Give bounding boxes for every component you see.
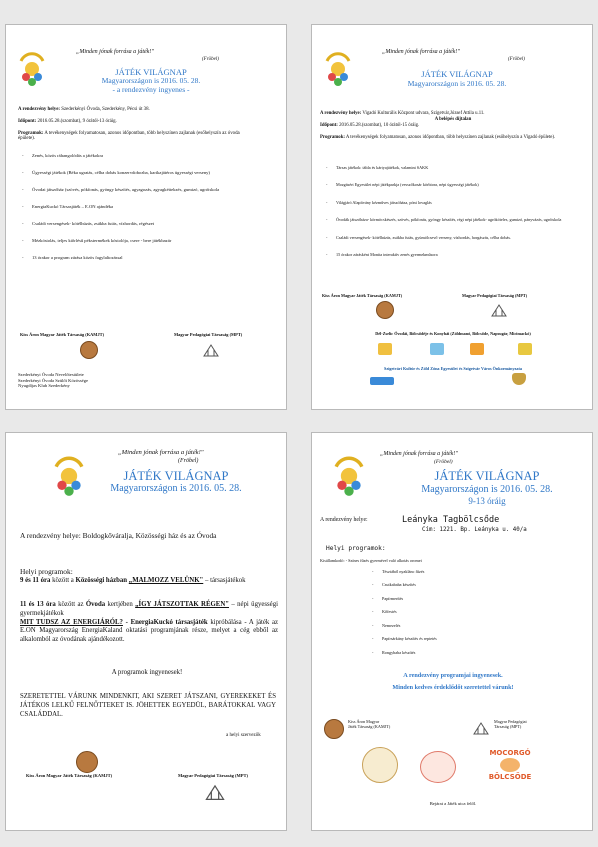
crafts-intro: Kisállamkodó: - Színes fűzés gyermével való alkotás oromei: [320, 558, 422, 563]
quote-author: (Fröbel): [178, 458, 199, 464]
crafts-list: [372, 569, 572, 655]
organizers: Szederkényi Óvoda Nevelőtestülete Szederkényi Óvoda Szülői Közössége Nyugdíjas Klub Szederkény: [18, 372, 89, 389]
sponsor-logo: [430, 343, 444, 355]
list-item: - Mézkóstolás, teljes kiőrlésű pékstermékek kóstolója, csere - bere játékbazár: [22, 238, 267, 244]
program-line-1: 9 és 11 óra között a Közösségi házban „MALMOZZ VELÜNK" – társasjátékok: [20, 577, 246, 584]
world-play-day-logo: [18, 51, 46, 87]
kamjt-label: Kiss Áron Magyar Játék Társaság (KAMJT): [322, 293, 403, 298]
list-item: - Zenés, közös ráhangolódás a játékokra: [22, 153, 267, 159]
venue-label: A rendezvény helye:: [320, 517, 368, 523]
address: Cím: 1221. Bp. Leányka u. 40/a: [422, 527, 527, 533]
kamjt-label: Kiss Áron Magyar Játék Társaság (KAMJT): [26, 773, 113, 778]
kamjt-seal: [324, 719, 344, 739]
world-play-day-logo: [52, 455, 86, 497]
kamjt-seal: [76, 751, 98, 773]
subtitle: Magyarországon is 2016. 05. 28.: [101, 76, 201, 85]
entry-free: A belépés díjtalan: [434, 117, 472, 122]
list-item: - Papírsárkány készítés és reptetés: [372, 636, 572, 641]
page-title: JÁTÉK VILÁGNAP: [123, 469, 229, 483]
quote: „Minden jónak forrása a játék!": [380, 451, 458, 457]
szigetvar-crest: [512, 373, 526, 385]
subtitle: Magyarországon is 2016. 05. 28.: [110, 483, 242, 494]
mpt-logo: [490, 303, 508, 317]
venue: A rendezvény helye: Boldogkőváralja, Közösségi ház és az Óvoda: [20, 531, 217, 540]
list-item: - 15 órakor zárásként Monita interaktív zenés gyermekműsora: [326, 252, 576, 257]
list-item: - 13 órakor a program zárása közös fagylaltozással: [22, 255, 267, 261]
programs: Programok: A tevékenységek folyamatosan, azonos időpontban, több helyszínen zajlanak (esőhelyszín a Vigadó épülete).: [320, 135, 556, 140]
list-item: - Tésztából nyaklánc fűzés: [372, 569, 572, 574]
mpt-label: Magyar Pedagógiai Társaság (MPT): [462, 293, 528, 298]
sponsor-logo: [518, 343, 532, 355]
mpt-label: Magyar Pedagógiai Társaság (MPT): [494, 719, 527, 730]
zold-zona-logo: [370, 377, 394, 385]
kindergartens-label: Dél-Zselic Óvodái, Bölcsődéje és Konyhái (Zöldmanó, Bölcsőde, Napsugár, Micimackó): [375, 331, 531, 336]
welcome-text: Minden kedves érdeklődőt szeretettel várunk!: [392, 684, 514, 691]
time: Időpont: 2016.05.28.(szombat), 10 órától-15 óráig.: [320, 123, 420, 128]
free-note: A rendezvény programjai ingyenesek.: [403, 672, 503, 679]
page-title: JÁTÉK VILÁGNAP: [115, 67, 187, 77]
list-item: - Mozgásért Egyesület népi játékparkja (vesszőkosár körbiora, népi ügyességi játékok): [326, 182, 576, 187]
program-list: [326, 165, 576, 258]
program-line-2: 11 és 13 óra között az Óvoda kertjében „ÍGY JÁTSZOTTAK RÉGEN" – népi ügyességi gyermekjátékok MIT TUDSZ AZ ENERGIÁRÓL? - EnergiaKuckó társasjáték kipróbálása - A játék az E.ON Magyarország EnergiaKaland oktatási programjának része, melyet a cég ebből az alkalomból az óvodának ajándékozott.: [20, 601, 279, 644]
local-programs-label: Helyi programok:: [20, 567, 73, 576]
list-item: - Családi versengések- kötélhúzás, zsákba futás, gyümölcsevő verseny, vízhordás, horgászás, célba dobás.: [326, 235, 576, 240]
signature: a helyi szervezők: [226, 733, 261, 738]
subtitle-free: - a rendezvény ingyenes -: [112, 85, 190, 94]
list-item: - Rongybaba készítés: [372, 650, 572, 655]
welcome-text: SZERETETTEL VÁRUNK MINDENKIT, AKI SZERET JÁTSZANI, GYEREKEKET ÉS JÁTÉKOS LELKŰ FELNŐTTEKET IS. JÖHETTEK EGYEDÜL, BARÁTOKKAL VAGY CSALÁDDAL.: [20, 693, 276, 718]
sponsor-logo: [470, 343, 484, 355]
subtitle: Magyarországon is 2016. 05. 28.: [407, 79, 507, 88]
mocorgo-logo: MOCORGÓ BÖLCSŐDE: [488, 749, 532, 781]
list-item: - Óvodák játszóháza- körmöcskészés, szövés, pókfonás, gyöngy készítés, régi népi játékok- ugróköteles, gumizó, pányvázás, ugróiskola: [326, 217, 576, 222]
free-note: A programok ingyenesek!: [111, 669, 183, 676]
hours: 9-13 óráig: [468, 496, 506, 506]
list-item: - Ügyességi játékok (Béka ugratás, célba dobás konzervdobozba, karikajátéros ügyességi verseny): [22, 170, 267, 176]
list-item: - Kőfestés: [372, 609, 572, 614]
kamjt-label: Kiss Áron Magyar Játék Társaság (KAMJT): [348, 719, 391, 730]
quote: „Minden jónak forrása a játék!": [382, 49, 460, 55]
mpt-logo: [202, 343, 220, 357]
nursery-logo: [420, 751, 456, 783]
list-item: - Papírmerítés: [372, 596, 572, 601]
flyer-leanyka: [311, 432, 593, 831]
sponsor-logo: [378, 343, 392, 355]
page-title: JÁTÉK VILÁGNAP: [421, 69, 493, 79]
footer-organizers: Szigetvári Kultúr és Zöld Zóna Egyesület és Szigetvár Város Önkormányzata: [384, 366, 522, 371]
kamjt-seal: [80, 341, 98, 359]
local-programs-label: Helyi programok:: [326, 545, 386, 552]
page-title: JÁTÉK VILÁGNAP: [434, 469, 540, 483]
list-item: - Nemezelés: [372, 623, 572, 628]
time: Időpont: 2016.05.28.(szombat), 9 órától-13 óráig.: [18, 119, 117, 124]
quote-author: (Fröbel): [202, 57, 219, 62]
quote: „Minden jónak forrása a játék!": [118, 449, 204, 456]
venue: A rendezvény helye: Vigadó Kulturális Központ udvara, Szigetvár,József Attila u.11.: [320, 111, 485, 116]
programs: Programok: A tevékenységek folyamatosan, azonos időpontban, több helyszínen zajlanak (esőhelyszín az óvoda épülete).: [18, 131, 240, 141]
list-item: - Óvodai játszóház (szövés, pókfonás, gyöngy készítés, agyagozás, agyagkéttekzés, gumizó, ugróiskola: [22, 187, 267, 193]
flyer-boldogkovaralja: [5, 432, 287, 831]
flyer-szederkeny: [5, 24, 287, 410]
quote-author: (Fröbel): [508, 57, 525, 62]
mpt-label: Magyar Pedagógiai Társaság (MPT): [174, 332, 243, 337]
list-item: - EnergiaKuckó Társasjáték – E.ON ajándéka: [22, 204, 267, 210]
kamjt-seal: [376, 301, 394, 319]
quote-author: (Fröbel): [434, 459, 453, 465]
nursery-logo: [362, 747, 398, 783]
program-list: [22, 153, 267, 261]
venue: A rendezvény helye: Szederkényi Óvoda, Szederkény, Pécsi út 38.: [18, 107, 150, 112]
world-play-day-logo: [324, 51, 352, 87]
flyer-szigetvar: [311, 24, 593, 410]
venue: Leányka Tagbölcsőde: [402, 515, 500, 525]
list-item: - Csutkababa készítés: [372, 582, 572, 587]
world-play-day-logo: [332, 455, 366, 497]
list-item: - Világjáró Alapítvány kézműves játszóháza, póni lovaglás: [326, 200, 576, 205]
kamjt-label: Kiss Áron Magyar Játék Társaság (KAMJT): [20, 332, 105, 337]
entrance-note: Bejárat a Játék utca felől.: [429, 801, 477, 806]
mpt-logo: [472, 721, 490, 735]
quote: „Minden jónak forrása a játék!": [76, 49, 154, 55]
list-item: - Családi versengések- kötélhúzás, zsákba futás, vízhordás, régészet: [22, 221, 267, 227]
mpt-logo: [204, 783, 226, 801]
subtitle: Magyarországon is 2016. 05. 28.: [421, 484, 553, 495]
mpt-label: Magyar Pedagógiai Társaság (MPT): [178, 773, 248, 778]
list-item: - Társas játékok: tábla és kártyajátékok, valamint SAKK: [326, 165, 576, 170]
